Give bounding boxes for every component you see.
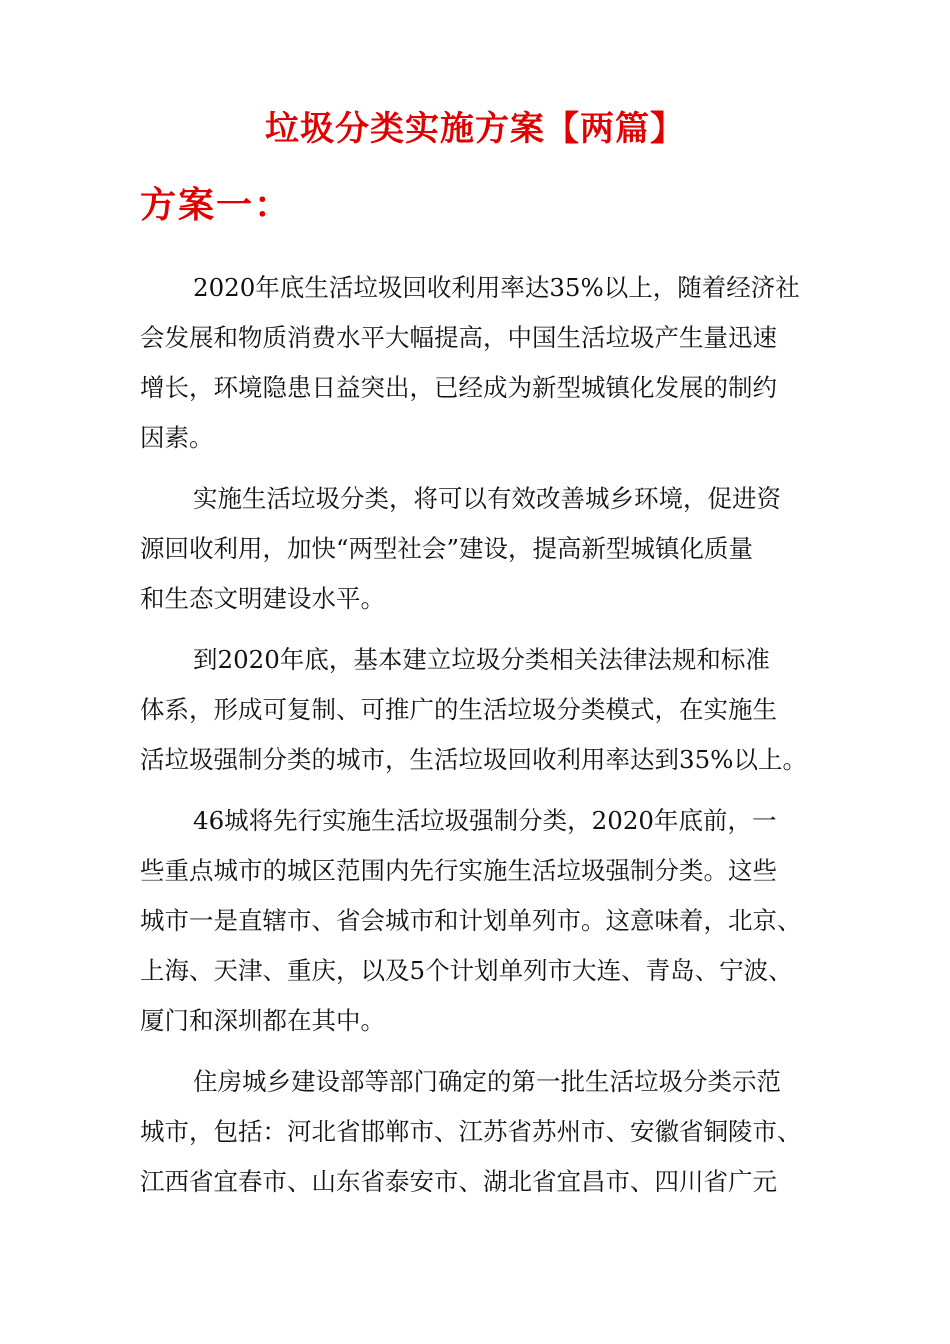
- paragraph-line: 厦门和深圳都在其中。: [140, 1006, 385, 1035]
- paragraph-1: [140, 263, 820, 463]
- document-body: [140, 263, 820, 1218]
- paragraph-line: 和生态文明建设水平。: [140, 584, 385, 613]
- paragraph-line: 体系，形成可复制、可推广的生活垃圾分类模式，在实施生: [140, 695, 777, 724]
- paragraph-line: 到2020年底，基本建立垃圾分类相关法律法规和标准: [193, 645, 770, 674]
- paragraph-line: 46城将先行实施生活垃圾强制分类，2020年底前，一: [193, 806, 777, 835]
- paragraph-line: 上海、天津、重庆，以及5个计划单列市大连、青岛、宁波、: [140, 956, 793, 985]
- paragraph-line: 2020年底生活垃圾回收利用率达35%以上，随着经济社: [193, 273, 800, 302]
- paragraph-line: 住房城乡建设部等部门确定的第一批生活垃圾分类示范: [193, 1067, 781, 1096]
- paragraph-line: 活垃圾强制分类的城市，生活垃圾回收利用率达到35%以上。: [140, 745, 807, 774]
- paragraph-line: 源回收利用，加快“两型社会”建设，提高新型城镇化质量: [140, 534, 754, 563]
- paragraph-4: [140, 796, 820, 1046]
- paragraph-line: 江西省宜春市、山东省泰安市、湖北省宜昌市、四川省广元: [140, 1167, 777, 1196]
- paragraph-2: [140, 474, 820, 624]
- paragraph-line: 实施生活垃圾分类，将可以有效改善城乡环境，促进资: [193, 484, 781, 513]
- paragraph-line: 城市一是直辖市、省会城市和计划单列市。这意味着，北京、: [140, 906, 802, 935]
- paragraph-line: 城市，包括：河北省邯郸市、江苏省苏州市、安徽省铜陵市、: [140, 1117, 802, 1146]
- paragraph-line: 增长，环境隐患日益突出，已经成为新型城镇化发展的制约: [140, 373, 777, 402]
- paragraph-line: 因素。: [140, 423, 214, 452]
- section-heading: 方案一：: [140, 185, 293, 226]
- document-title: 垃圾分类实施方案【两篇】: [265, 109, 685, 149]
- paragraph-5: [140, 1057, 820, 1207]
- paragraph-line: 会发展和物质消费水平大幅提高，中国生活垃圾产生量迅速: [140, 323, 777, 352]
- paragraph-3: [140, 635, 820, 785]
- paragraph-line: 些重点城市的城区范围内先行实施生活垃圾强制分类。这些: [140, 856, 777, 885]
